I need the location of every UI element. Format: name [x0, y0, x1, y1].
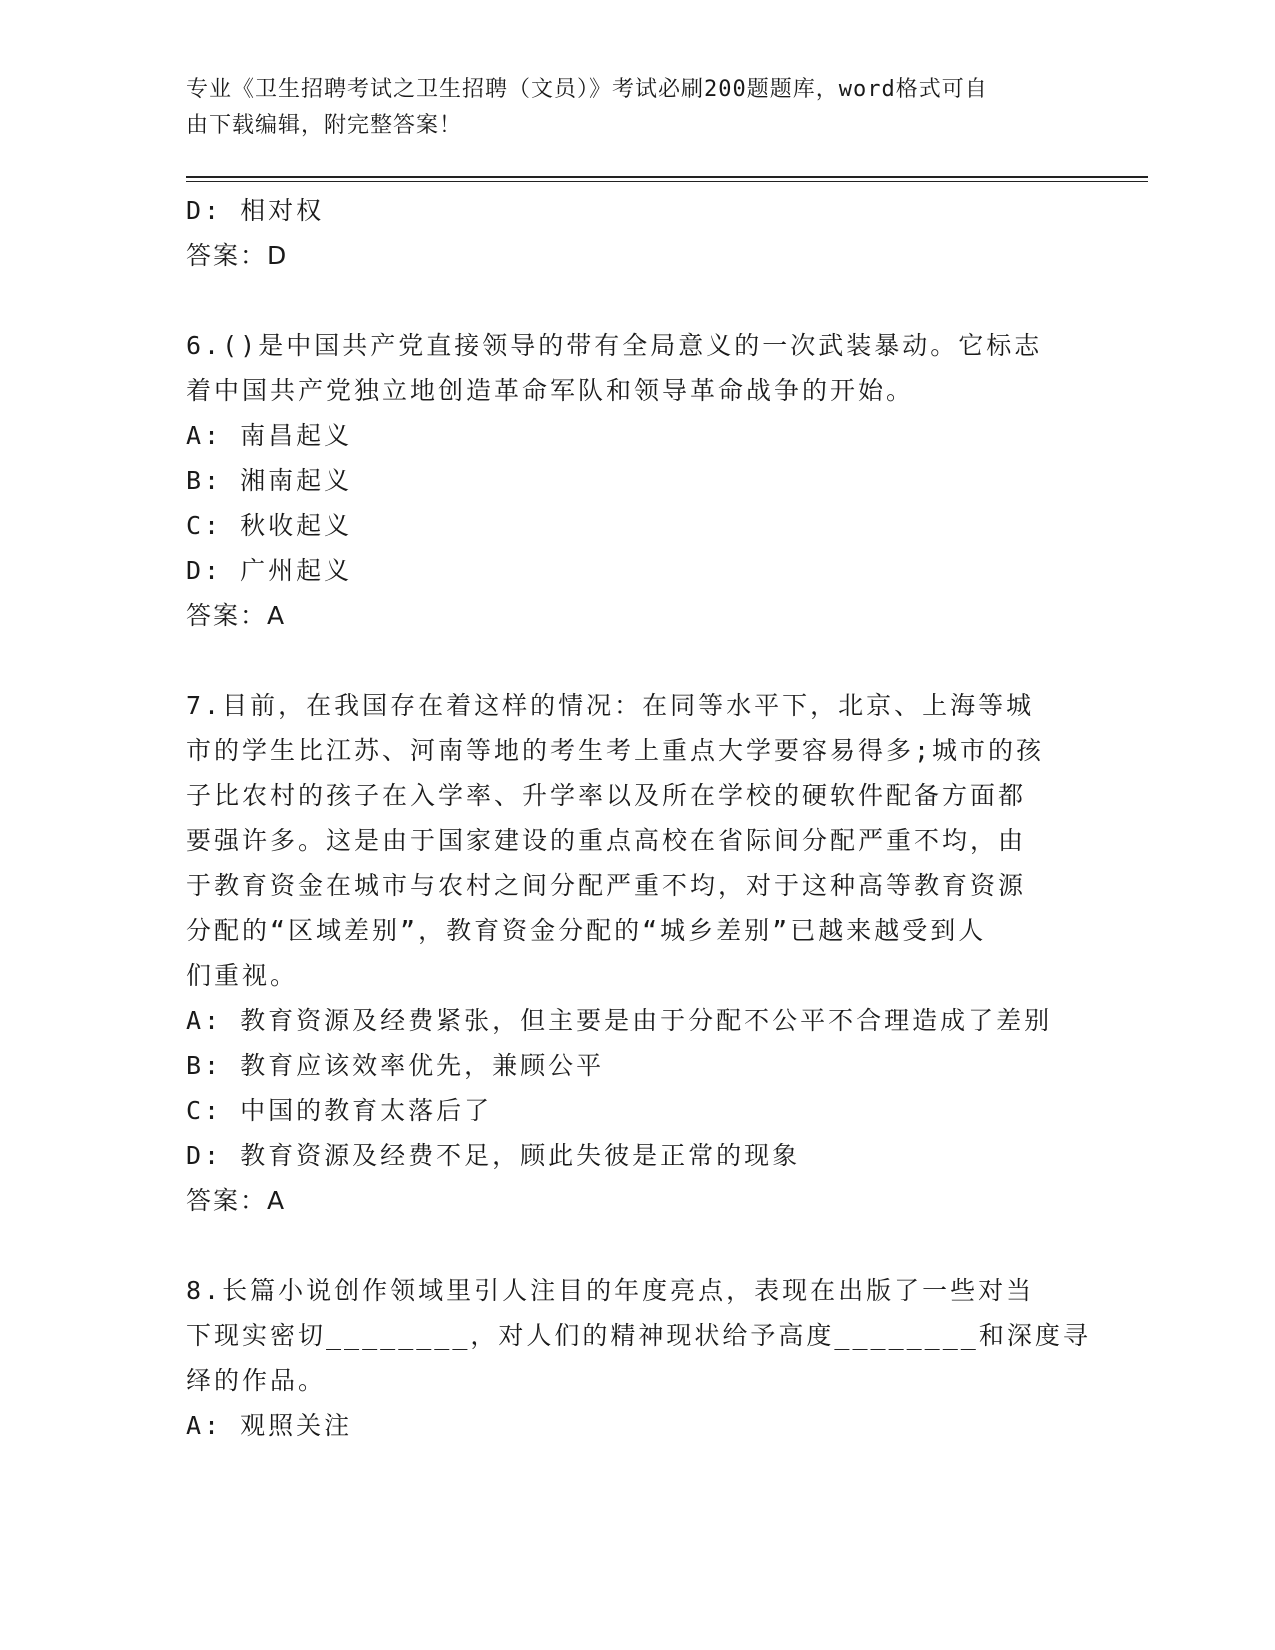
question-8	[186, 1268, 1091, 1448]
question-stem-line: 6.()是中国共产党直接领导的带有全局意义的一次武装暴动。它标志	[186, 331, 1043, 360]
spacer	[186, 278, 1066, 323]
document-body	[186, 188, 1091, 1448]
question-stem-line: 们重视。	[186, 961, 299, 990]
question-7	[186, 683, 1066, 1223]
option-c: C: 中国的教育太落后了	[186, 1096, 493, 1125]
option-a: A: 教育资源及经费紧张，但主要是由于分配不公平不合理造成了差别	[186, 1006, 1053, 1035]
document-header	[186, 72, 1066, 144]
question-5	[186, 188, 1066, 278]
option-a: A: 观照关注	[186, 1411, 353, 1440]
header-line-2: 由下载编辑，附完整答案！	[186, 113, 463, 138]
header-rule-thick	[186, 176, 1148, 178]
header-line-1: 专业《卫生招聘考试之卫生招聘（文员）》考试必刷200题题库，word格式可自	[186, 77, 988, 102]
question-stem-line: 子比农村的孩子在入学率、升学率以及所在学校的硬软件配备方面都	[186, 781, 1027, 810]
question-stem-line: 着中国共产党独立地创造革命军队和领导革命战争的开始。	[186, 376, 915, 405]
option-c: C: 秋收起义	[186, 511, 353, 540]
option-d: D: 广州起义	[186, 556, 353, 585]
spacer	[186, 1223, 1066, 1268]
question-stem-line: 下现实密切________，对人们的精神现状给予高度________和深度寻	[186, 1321, 1091, 1350]
option-b: B: 教育应该效率优先，兼顾公平	[186, 1051, 605, 1080]
question-stem-line: 于教育资金在城市与农村之间分配严重不均，对于这种高等教育资源	[186, 871, 1027, 900]
question-stem-line: 分配的“区域差别”，教育资金分配的“城乡差别”已越来越受到人	[186, 916, 987, 945]
answer: 答案：D	[186, 241, 289, 270]
option-a: A: 南昌起义	[186, 421, 353, 450]
header-rule-thin	[186, 181, 1148, 182]
option-b: B: 湘南起义	[186, 466, 353, 495]
option-d: D: 相对权	[186, 196, 325, 225]
answer: 答案：A	[186, 1186, 287, 1215]
answer: 答案：A	[186, 601, 287, 630]
question-stem-line: 8.长篇小说创作领域里引人注目的年度亮点，表现在出版了一些对当	[186, 1276, 1035, 1305]
option-d: D: 教育资源及经费不足，顾此失彼是正常的现象	[186, 1141, 801, 1170]
question-stem-line: 要强许多。这是由于国家建设的重点高校在省际间分配严重不均，由	[186, 826, 1027, 855]
spacer	[186, 638, 1066, 683]
question-stem-line: 绎的作品。	[186, 1366, 327, 1395]
question-stem-line: 7.目前，在我国存在着这样的情况：在同等水平下，北京、上海等城	[186, 691, 1035, 720]
question-6	[186, 323, 1066, 638]
question-stem-line: 市的学生比江苏、河南等地的考生考上重点大学要容易得多;城市的孩	[186, 736, 1045, 765]
